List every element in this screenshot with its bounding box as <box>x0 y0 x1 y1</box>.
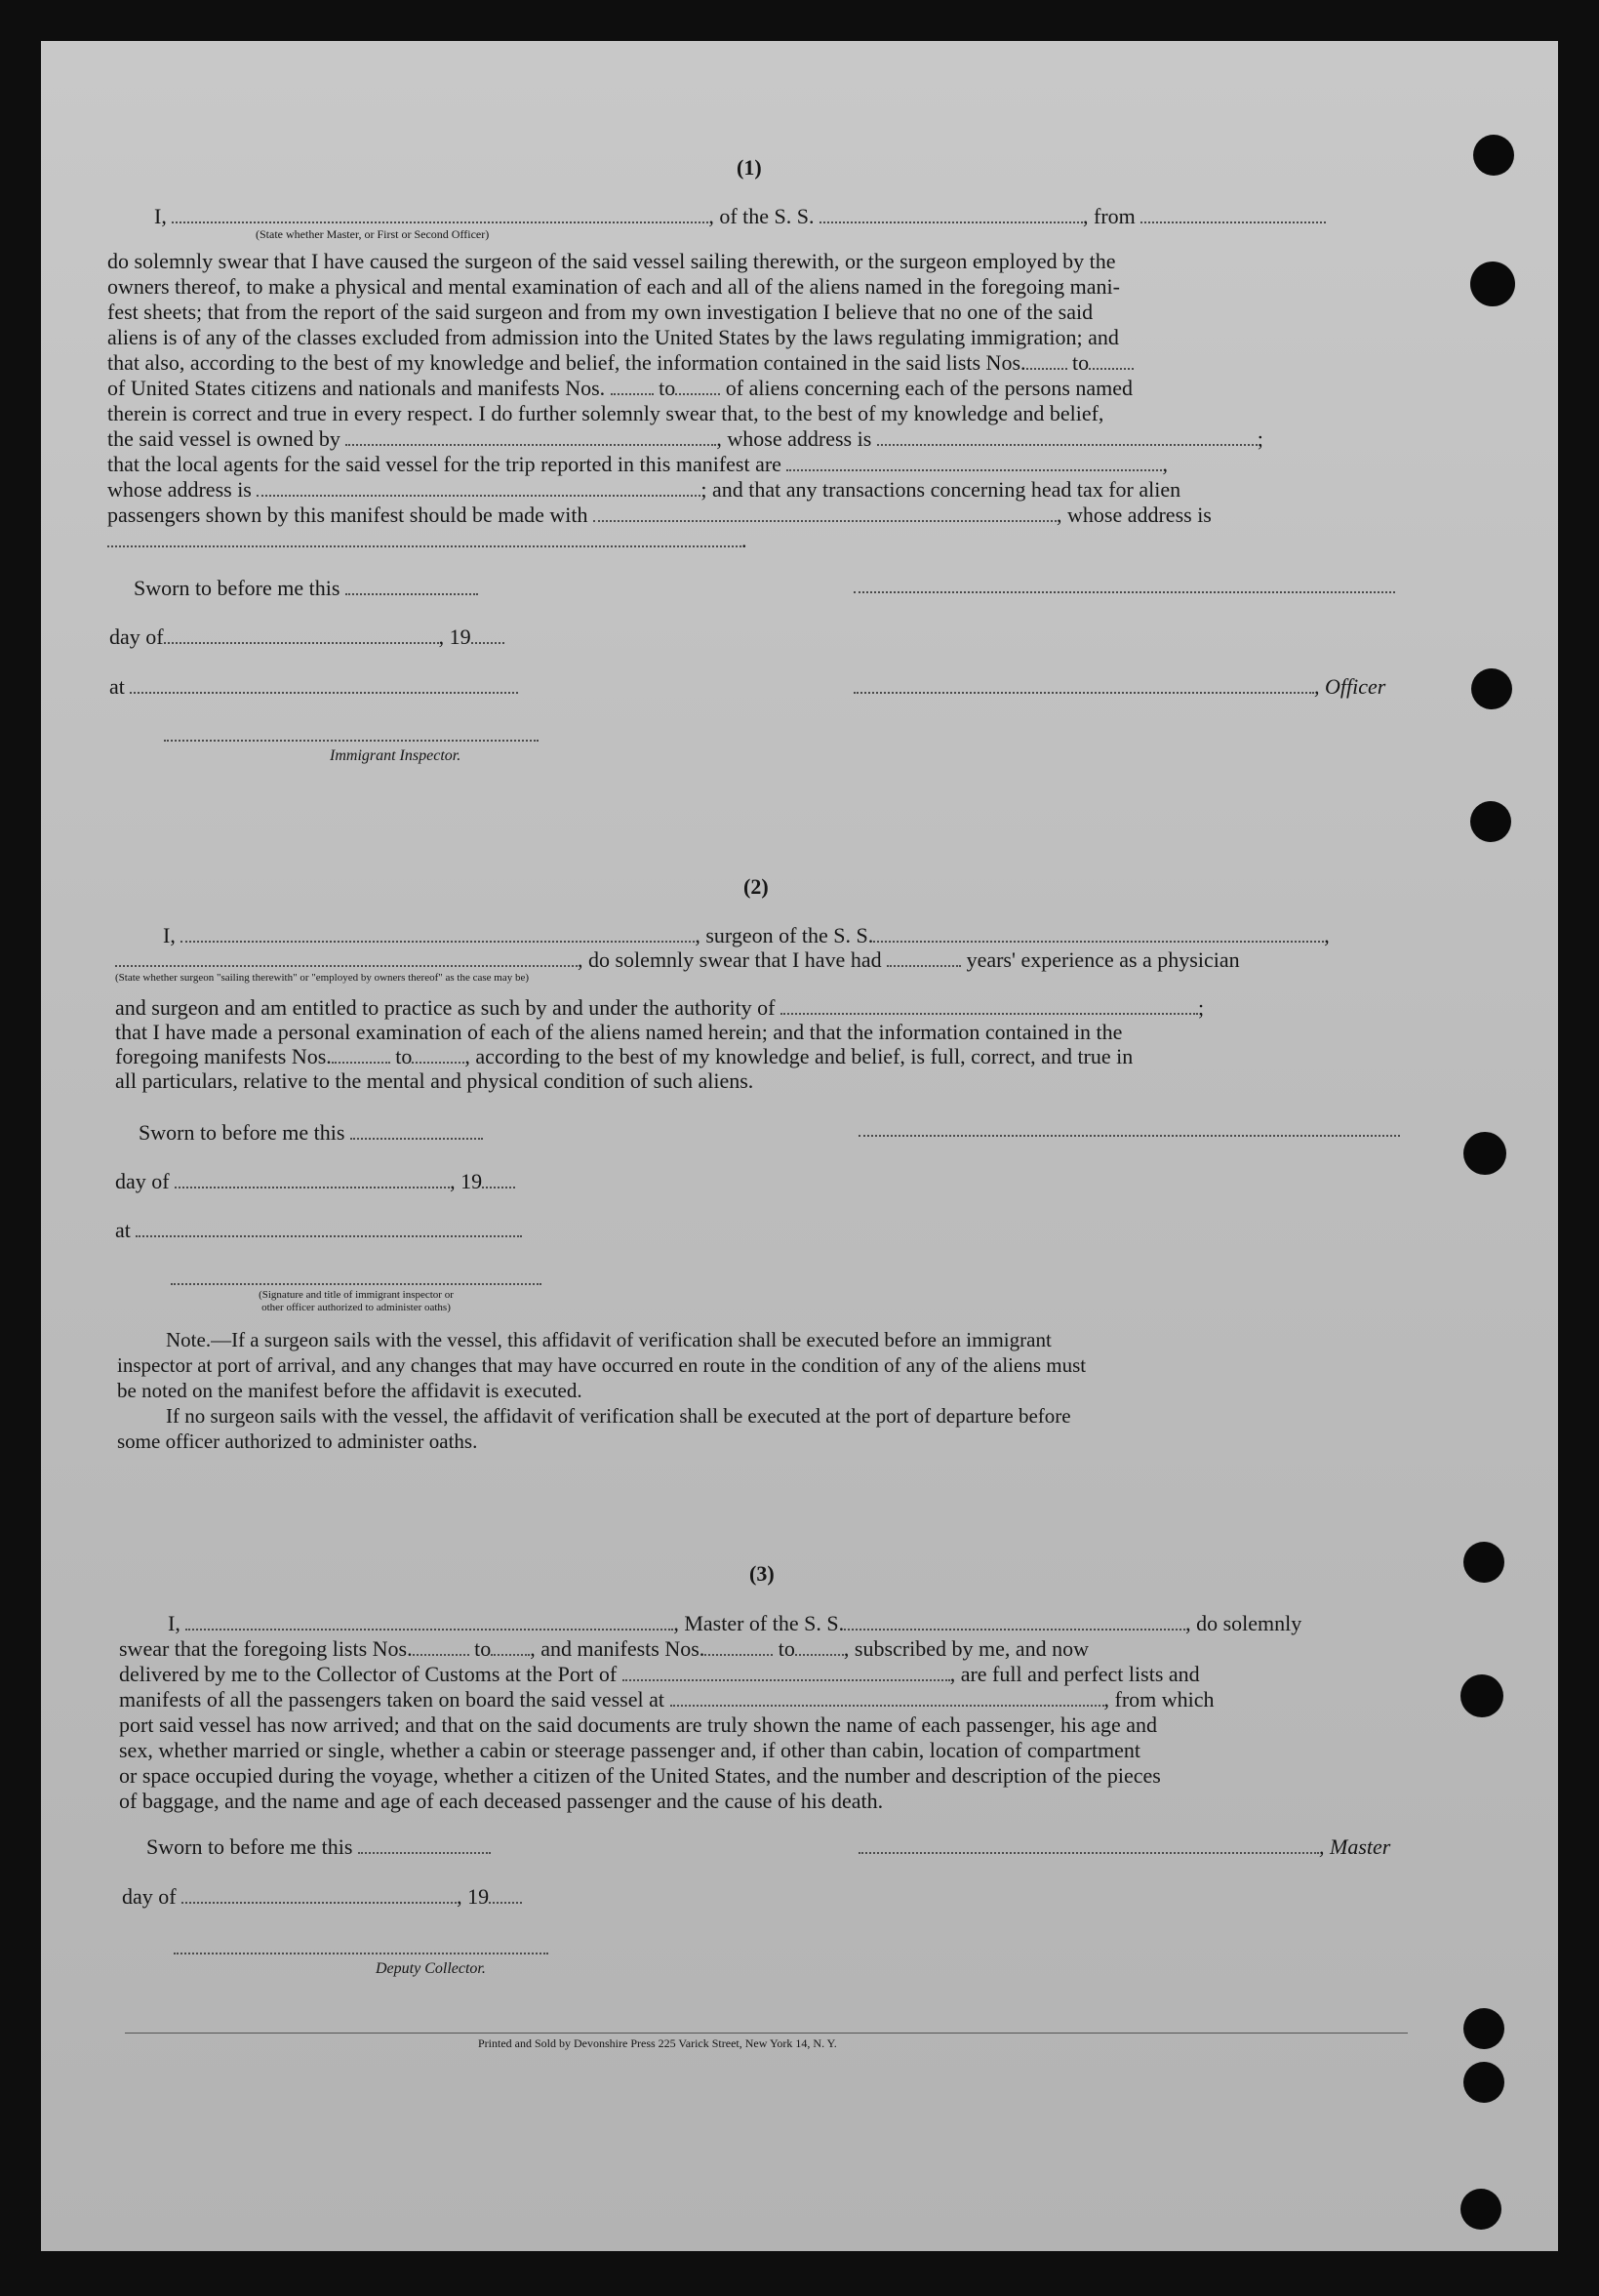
binder-hole <box>1471 668 1512 709</box>
master-name-blank[interactable] <box>185 1613 673 1631</box>
officer-title-blank[interactable] <box>854 676 1314 694</box>
surgeon-line: I, , surgeon of the S. S. , <box>163 923 1330 947</box>
inspector-caption: Immigrant Inspector. <box>330 747 461 764</box>
sworn-line: Sworn to before me this <box>146 1834 491 1860</box>
paragraph-line: fest sheets; that from the report of the said surgeon and from my own investigation I believe that no one of the said <box>107 300 1094 324</box>
sworn-day-blank[interactable] <box>345 578 478 595</box>
binder-hole <box>1463 2008 1504 2049</box>
sworn-day-blank[interactable] <box>350 1122 483 1140</box>
month-blank[interactable] <box>164 626 439 644</box>
at-line: at <box>109 674 518 700</box>
note-line: be noted on the manifest before the affidavit is executed. <box>117 1379 582 1402</box>
master-line: manifests of all the passengers taken on board the said vessel at , from which <box>119 1687 1215 1712</box>
day-of-line: day of , 19 <box>109 624 504 650</box>
master-lists-from-blank[interactable] <box>413 1638 469 1656</box>
origin-port-blank[interactable] <box>1140 206 1326 223</box>
head-tax-agent-blank[interactable] <box>593 504 1057 522</box>
day-of-line: day of , 19 <box>115 1169 515 1194</box>
master-vessel-blank[interactable] <box>844 1613 1185 1631</box>
binder-hole <box>1473 135 1514 176</box>
surgeon-signature-line[interactable] <box>859 1135 1400 1137</box>
paragraph-line: aliens is of any of the classes excluded from admission into the United States by the laws regulating immigration; and <box>107 325 1119 349</box>
at-line: at <box>115 1218 522 1243</box>
master-line: of baggage, and the name and age of each deceased passenger and the cause of his death. <box>119 1789 884 1813</box>
surgeon-line: foregoing manifests Nos. to , according to the best of my knowledge and belief, is full, correct, and true in <box>115 1044 1134 1068</box>
binder-hole <box>1470 262 1515 306</box>
surgeon-vessel-blank[interactable] <box>873 925 1324 943</box>
master-line: sex, whether married or single, whether a cabin or steerage passenger and, if other than cabin, location of compartment <box>119 1738 1141 1762</box>
surgeon-line: and surgeon and am entitled to practice as such by and under the authority of ; <box>115 995 1205 1020</box>
master-signature-blank[interactable] <box>859 1836 1319 1854</box>
master-lists-to-blank[interactable] <box>491 1638 530 1656</box>
officer-signature-line[interactable] <box>854 591 1395 593</box>
surgeon-status-blank[interactable] <box>115 949 578 967</box>
month-blank[interactable] <box>181 1886 457 1904</box>
month-blank[interactable] <box>175 1171 450 1188</box>
place-blank[interactable] <box>130 676 518 694</box>
section-number: (1) <box>737 155 762 180</box>
surgeon-status-caption: (State whether surgeon "sailing therewith" or "employed by owners thereof" as the case may be) <box>115 972 530 984</box>
oath-officer-signature-line[interactable] <box>171 1283 541 1285</box>
note-line: inspector at port of arrival, and any changes that may have occurred en route in the condition of any of the aliens must <box>117 1353 1087 1377</box>
binder-hole <box>1470 801 1511 842</box>
head-tax-address-blank[interactable] <box>107 530 741 547</box>
surgeon-manifests-from-blank[interactable] <box>332 1046 390 1064</box>
officer-name-blank[interactable] <box>172 206 708 223</box>
officer-rank-caption: (State whether Master, or First or Second Officer) <box>256 227 490 241</box>
oath-officer-caption: (Signature and title of immigrant inspector or other officer authorized to administer oaths) <box>259 1289 454 1313</box>
binder-hole <box>1463 1132 1506 1175</box>
binder-hole <box>1460 1674 1503 1717</box>
sworn-line: Sworn to before me this <box>134 576 478 601</box>
paragraph-line: that also, according to the best of my knowledge and belief, the information contained in the said lists Nos. to <box>107 350 1134 376</box>
agents-address-blank[interactable] <box>257 479 700 497</box>
owner-blank[interactable] <box>345 428 716 446</box>
paragraph-line: . <box>107 528 747 553</box>
master-line: swear that the foregoing lists Nos. to , and manifests Nos. to , subscribed by me, and now <box>119 1636 1090 1661</box>
note-line: some officer authorized to administer oaths. <box>117 1430 478 1453</box>
inspector-signature-line[interactable] <box>164 740 539 742</box>
collector-caption: Deputy Collector. <box>376 1960 486 1977</box>
printer-imprint: Printed and Sold by Devonshire Press 225 Varick Street, New York 14, N. Y. <box>478 2036 837 2050</box>
master-line: delivered by me to the Collector of Customs at the Port of , are full and perfect lists and <box>119 1662 1200 1686</box>
footer-rule <box>125 2033 1408 2034</box>
years-experience-blank[interactable] <box>887 949 961 967</box>
master-manifests-to-blank[interactable] <box>795 1638 844 1656</box>
paragraph-line: therein is correct and true in every respect. I do further solemnly swear that, to the best of my knowledge and belief, <box>107 401 1104 425</box>
local-agents-blank[interactable] <box>786 454 1162 471</box>
paragraph-line: owners thereof, to make a physical and mental examination of each and all of the aliens named in the foregoing mani- <box>107 274 1120 299</box>
surgeon-line: , do solemnly swear that I have had years' experience as a physician <box>115 947 1240 973</box>
master-line: port said vessel has now arrived; and that on the said documents are truly shown the name of each passenger, his age and <box>119 1712 1157 1737</box>
section-number: (3) <box>749 1561 775 1586</box>
officer-title-line: , Officer <box>854 674 1385 700</box>
owner-address-blank[interactable] <box>877 428 1258 446</box>
surgeon-manifests-to-blank[interactable] <box>412 1046 464 1064</box>
year-blank[interactable] <box>489 1886 522 1904</box>
paragraph-line: whose address is ; and that any transactions concerning head tax for alien <box>107 477 1181 502</box>
master-line: or space occupied during the voyage, whether a citizen of the United States, and the number and description of the pieces <box>119 1763 1161 1788</box>
master-line: I, , Master of the S. S. , do solemnly <box>168 1611 1302 1635</box>
paragraph-line: do solemnly swear that I have caused the surgeon of the said vessel sailing therewith, or the surgeon employed by the <box>107 249 1116 273</box>
lists-to-blank[interactable] <box>1089 352 1134 370</box>
binder-hole <box>1463 2062 1504 2103</box>
manifests-from-blank[interactable] <box>611 378 654 395</box>
surgeon-line: that I have made a personal examination of each of the aliens named herein; and that the information contained in the <box>115 1020 1123 1044</box>
sworn-day-blank[interactable] <box>358 1836 491 1854</box>
day-of-line: day of , 19 <box>122 1884 522 1910</box>
surgeon-line: all particulars, relative to the mental and physical condition of such aliens. <box>115 1068 754 1093</box>
embarkation-port-blank[interactable] <box>670 1689 1104 1707</box>
master-signature-line: , Master <box>859 1834 1390 1860</box>
paragraph-line: that the local agents for the said vessel for the trip reported in this manifest are , <box>107 452 1168 476</box>
note-line: Note.—If a surgeon sails with the vessel, this affidavit of verification shall be executed before an immigrant <box>166 1328 1052 1351</box>
paragraph-line: the said vessel is owned by , whose address is ; <box>107 426 1263 451</box>
lists-from-blank[interactable] <box>1026 352 1067 370</box>
binder-hole <box>1460 2189 1501 2230</box>
collector-signature-line[interactable] <box>174 1953 548 1954</box>
manifests-to-blank[interactable] <box>675 378 720 395</box>
note-line: If no surgeon sails with the vessel, the affidavit of verification shall be executed at the port of departure before <box>166 1404 1071 1428</box>
section-number: (2) <box>743 874 769 899</box>
master-manifests-from-blank[interactable] <box>704 1638 773 1656</box>
surgeon-name-blank[interactable] <box>180 925 695 943</box>
vessel-name-blank[interactable] <box>819 206 1083 223</box>
authority-blank[interactable] <box>780 997 1198 1015</box>
port-blank[interactable] <box>622 1664 950 1681</box>
binder-hole <box>1463 1542 1504 1583</box>
year-blank[interactable] <box>482 1171 515 1188</box>
master-oath-line: I, , of the S. S. , from <box>154 204 1326 229</box>
sworn-line: Sworn to before me this <box>139 1120 483 1146</box>
year-blank[interactable] <box>471 626 504 644</box>
place-blank[interactable] <box>136 1220 522 1237</box>
paragraph-line: of United States citizens and nationals and manifests Nos. to of aliens concerning each of the persons named <box>107 376 1134 400</box>
paragraph-line: passengers shown by this manifest should be made with , whose address is <box>107 503 1212 527</box>
